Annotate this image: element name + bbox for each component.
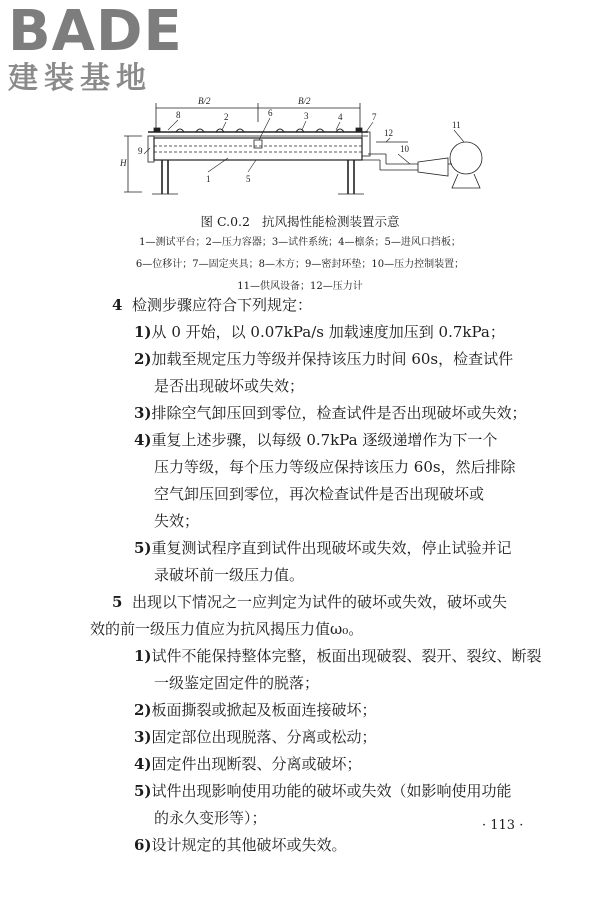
item-continuation: 一级鉴定固定件的脱落； (154, 674, 320, 692)
list-item (134, 402, 527, 424)
list-item (134, 537, 512, 559)
section-text: 检测步骤应符合下列规定： (131, 296, 312, 314)
item-text: 重复上述步骤，以每级 0.7kPa 逐级递增作为下一个 (151, 431, 498, 449)
item-text: 板面撕裂或掀起及板面连接破坏； (151, 701, 377, 719)
figure-title: 抗风揭性能检测装置示意 (261, 214, 400, 229)
callout-7: 7 (372, 112, 377, 122)
legend-line: 6—位移计；7—固定夹具；8—木方；9—密封环垫；10—压力控制装置； (135, 259, 465, 270)
page-number: · 113 · (482, 818, 524, 833)
logo-subtitle: 建装基地 (8, 61, 152, 96)
list-item (134, 780, 512, 802)
item-continuation: 失效； (154, 512, 200, 530)
callout-2: 2 (224, 112, 229, 122)
item-number: 6) (134, 836, 152, 854)
section-number: 5 (112, 593, 123, 611)
item-text: 试件出现影响使用功能的破坏或失效（如影响使用功能 (151, 782, 512, 800)
legend-line: 11—供风设备；12—压力计 (237, 281, 363, 292)
list-item (134, 753, 362, 775)
section-heading (112, 591, 507, 613)
figure-number: 图 C.0.2 (200, 214, 250, 229)
callout-5: 5 (246, 174, 251, 184)
list-item (134, 834, 347, 856)
section-continuation: 效的前一级压力值应为抗风揭压力值ω₀。 (90, 620, 364, 638)
item-text: 重复测试程序直到试件出现破坏或失效，停止试验并记 (151, 539, 512, 557)
section-text: 出现以下情况之一应判定为试件的破坏或失效，破坏或失 (131, 593, 507, 611)
list-item (134, 429, 497, 451)
item-continuation: 是否出现破坏或失效； (154, 377, 305, 395)
item-number: 3) (134, 404, 152, 422)
item-text: 排除空气卸压回到零位，检查试件是否出现破坏或失效； (151, 404, 527, 422)
item-number: 4) (134, 431, 152, 449)
logo (8, 0, 183, 96)
logo-brand: BADE (8, 0, 183, 64)
callout-10: 10 (400, 144, 409, 154)
item-text: 加载至规定压力等级并保持该压力时间 60s，检查试件 (151, 350, 514, 368)
item-text: 固定部位出现脱落、分离或松动； (151, 728, 377, 746)
callout-8: 8 (176, 110, 181, 120)
item-number: 1) (134, 323, 152, 341)
figure-caption (0, 212, 600, 230)
item-number: 1) (134, 647, 152, 665)
callout-6: 6 (268, 108, 273, 118)
list-item (134, 348, 513, 370)
section-number: 4 (112, 296, 123, 314)
dim-h: H (120, 158, 127, 168)
callout-4: 4 (338, 112, 343, 122)
item-number: 5) (134, 782, 152, 800)
callout-3: 3 (304, 111, 309, 121)
dim-b-half-right: B/2 (298, 96, 311, 106)
item-text: 从 0 开始，以 0.07kPa/s 加载速度加压到 0.7kPa； (151, 323, 505, 341)
item-continuation: 录破坏前一级压力值。 (154, 566, 305, 584)
dim-b-half-left: B/2 (198, 96, 211, 106)
item-number: 2) (134, 701, 152, 719)
item-continuation: 的永久变形等）； (154, 809, 267, 827)
item-continuation: 空气卸压回到零位，再次检查试件是否出现破坏或 (154, 485, 485, 503)
item-continuation: 压力等级，每个压力等级应保持该压力 60s，然后排除 (154, 458, 516, 476)
apparatus-diagram (118, 92, 498, 210)
item-number: 5) (134, 539, 152, 557)
list-item (134, 699, 377, 721)
item-text: 固定件出现断裂、分离或破坏； (151, 755, 362, 773)
callout-1: 1 (206, 174, 211, 184)
callout-12: 12 (384, 128, 393, 138)
legend-line: 1—测试平台；2—压力容器；3—试件系统；4—檩条；5—进风口挡板； (139, 237, 461, 248)
list-item (134, 726, 377, 748)
section-heading (112, 294, 312, 316)
list-item (134, 321, 505, 343)
item-number: 2) (134, 350, 152, 368)
item-text: 设计规定的其他破坏或失效。 (151, 836, 347, 854)
item-number: 3) (134, 728, 152, 746)
callout-9: 9 (138, 146, 143, 156)
item-text: 试件不能保持整体完整，板面出现破裂、裂开、裂纹、断裂 (151, 647, 542, 665)
list-item (134, 645, 542, 667)
callout-11: 11 (452, 120, 461, 130)
item-number: 4) (134, 755, 152, 773)
